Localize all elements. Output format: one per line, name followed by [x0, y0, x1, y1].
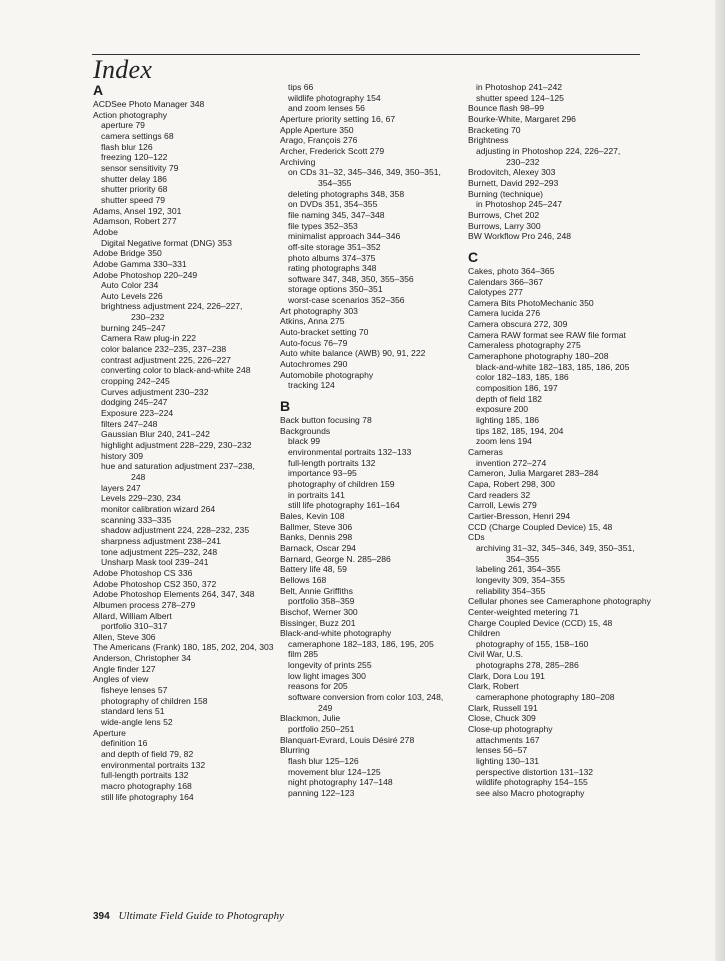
index-entry: Back button focusing 78 — [280, 415, 372, 426]
index-subentry: tips 182, 185, 194, 204 — [476, 425, 564, 436]
index-entry: Adobe Photoshop CS 336 — [93, 567, 193, 578]
section-gap — [280, 391, 460, 398]
index-entry: Ballmer, Steve 306 — [280, 521, 353, 532]
index-subentry: Unsharp Mask tool 239–241 — [101, 557, 209, 568]
index-entry: Archiving — [280, 156, 316, 167]
index-subentry: file types 352–353 — [288, 220, 358, 231]
index-entry: Adobe — [93, 226, 118, 237]
index-entry: Bissinger, Buzz 201 — [280, 617, 356, 628]
index-subentry: camera settings 68 — [101, 130, 174, 141]
index-entry: Bellows 168 — [280, 574, 327, 585]
index-subentry: invention 272–274 — [476, 457, 547, 468]
index-subentry: and depth of field 79, 82 — [101, 749, 194, 760]
index-entry: Barnack, Oscar 294 — [280, 542, 356, 553]
index-subentry: depth of field 182 — [476, 393, 542, 404]
index-subentry: perspective distortion 131–132 — [476, 766, 594, 777]
index-subentry: on DVDs 351, 354–355 — [288, 199, 378, 210]
index-subentry: tracking 124 — [288, 380, 335, 391]
index-entry: Bales, Kevin 108 — [280, 510, 345, 521]
section-letter: A — [93, 82, 104, 98]
index-entry: Bourke-White, Margaret 296 — [468, 113, 576, 124]
index-entry: Adobe Photoshop 220–249 — [93, 269, 198, 280]
index-subentry: shadow adjustment 224, 228–232, 235 — [101, 525, 250, 536]
index-entry: Barnard, George N. 285–286 — [280, 553, 391, 564]
index-subentry: rating photographs 348 — [288, 263, 377, 274]
index-entry: Cakes, photo 364–365 — [468, 265, 555, 276]
index-subentry: scanning 333–335 — [101, 514, 172, 525]
index-subentry: shutter priority 68 — [101, 184, 168, 195]
index-entry: Camera Bits PhotoMechanic 350 — [468, 297, 594, 308]
index-entry: Card readers 32 — [468, 489, 531, 500]
index-subentry: Curves adjustment 230–232 — [101, 386, 209, 397]
index-entry: BW Workflow Pro 246, 248 — [468, 231, 572, 242]
index-entry: Brodovitch, Alexey 303 — [468, 167, 556, 178]
index-subentry: movement blur 124–125 — [288, 766, 381, 777]
section-gap — [468, 242, 648, 249]
index-subentry: sensor sensitivity 79 — [101, 162, 179, 173]
index-subentry: adjusting in Photoshop 224, 226–227, — [476, 145, 621, 156]
index-subentry: portfolio 250–251 — [288, 724, 355, 735]
index-entry: Burrows, Chet 202 — [468, 209, 540, 220]
index-subentry: standard lens 51 — [101, 706, 165, 717]
index-subentry: environmental portraits 132 — [101, 759, 206, 770]
index-entry: Burning (technique) — [468, 188, 544, 199]
index-subentry: cropping 242–245 — [101, 376, 170, 387]
index-entry: Auto-focus 76–79 — [280, 337, 348, 348]
index-entry: The Americans (Frank) 180, 185, 202, 204, 303 — [93, 642, 274, 653]
index-subentry: lighting 185, 186 — [476, 415, 540, 426]
index-subentry: composition 186, 197 — [476, 383, 558, 394]
index-entry: Carroll, Lewis 279 — [468, 500, 537, 511]
index-entry: Battery life 48, 59 — [280, 564, 347, 575]
index-subentry: shutter speed 124–125 — [476, 92, 564, 103]
index-subentry: still life photography 164 — [101, 791, 194, 802]
index-entry: Cameron, Julia Margaret 283–284 — [468, 468, 599, 479]
index-subentry: night photography 147–148 — [288, 777, 393, 788]
index-subentry: tone adjustment 225–232, 248 — [101, 546, 218, 557]
index-entry: Banks, Dennis 298 — [280, 532, 353, 543]
index-entry: Cellular phones see Cameraphone photography — [468, 596, 651, 607]
index-subentry: Camera Raw plug-in 222 — [101, 333, 197, 344]
index-entry: Arago, François 276 — [280, 135, 358, 146]
index-subentry: lighting 130–131 — [476, 756, 540, 767]
index-subentry: dodging 245–247 — [101, 397, 168, 408]
index-subentry: sharpness adjustment 238–241 — [101, 535, 221, 546]
index-subentry: reasons for 205 — [288, 681, 348, 692]
index-subentry: in Photoshop 241–242 — [476, 82, 563, 92]
index-subentry: definition 16 — [101, 738, 148, 749]
index-subentry: portfolio 310–317 — [101, 621, 168, 632]
index-subentry: wildlife photography 154–155 — [476, 777, 588, 788]
index-subentry: cameraphone photography 180–208 — [476, 692, 615, 703]
index-subentry: longevity of prints 255 — [288, 660, 372, 671]
index-subentry: history 309 — [101, 450, 144, 461]
index-entry: Angle finder 127 — [93, 663, 156, 674]
index-subentry: exposure 200 — [476, 404, 529, 415]
index-entry: Bischof, Werner 300 — [280, 606, 358, 617]
index-entry: Children — [468, 628, 501, 639]
index-entry: Automobile photography — [280, 369, 374, 380]
index-subentry: portfolio 358–359 — [288, 596, 355, 607]
index-subentry: Exposure 223–224 — [101, 408, 174, 419]
index-entry: Black-and-white photography — [280, 628, 392, 639]
index-entry: Camera obscura 272, 309 — [468, 319, 568, 330]
index-subentry: worst-case scenarios 352–356 — [288, 295, 405, 306]
index-entry: Aperture priority setting 16, 67 — [280, 113, 396, 124]
index-subentry: film 285 — [288, 649, 319, 660]
index-subentry: deleting photographs 348, 358 — [288, 188, 405, 199]
index-entry: Albumen process 278–279 — [93, 599, 196, 610]
page-title: Index — [93, 55, 153, 84]
index-subentry: lenses 56–57 — [476, 745, 528, 756]
page-number: 394 — [93, 911, 110, 922]
index-entry: Charge Coupled Device (CCD) 15, 48 — [468, 617, 613, 628]
index-entry: Burnett, David 292–293 — [468, 177, 559, 188]
index-subentry: storage options 350–351 — [288, 284, 383, 295]
index-subentry: contrast adjustment 225, 226–227 — [101, 354, 231, 365]
index-entry: Adobe Photoshop CS2 350, 372 — [93, 578, 217, 589]
index-subentry: wildlife photography 154 — [288, 92, 381, 103]
index-entry-continuation: 248 — [131, 471, 146, 482]
index-subentry: Auto Color 234 — [101, 280, 159, 291]
index-subentry: labeling 261, 354–355 — [476, 564, 561, 575]
index-subentry: full-length portraits 132 — [101, 770, 189, 781]
index-entry: Autochromes 290 — [280, 359, 348, 370]
index-entry: Calendars 366–367 — [468, 276, 544, 287]
index-subentry: longevity 309, 354–355 — [476, 574, 565, 585]
index-subentry: black-and-white 182–183, 185, 186, 205 — [476, 361, 630, 372]
index-entry: Blackmon, Julie — [280, 713, 341, 724]
index-subentry: black 99 — [288, 436, 321, 447]
index-subentry: brightness adjustment 224, 226–227, — [101, 301, 243, 312]
index-subentry: Auto Levels 226 — [101, 290, 163, 301]
page-edge — [715, 0, 725, 961]
index-entry-continuation: 354–355 — [506, 553, 540, 564]
index-column-2 — [280, 82, 460, 799]
index-entry-continuation: 230–232 — [506, 156, 540, 167]
index-entry: Brightness — [468, 135, 509, 146]
index-entry: Close-up photography — [468, 724, 553, 735]
index-entry: Allard, William Albert — [93, 610, 172, 621]
index-subentry: in portraits 141 — [288, 489, 345, 500]
index-entry: Clark, Robert — [468, 681, 519, 692]
index-entry: Close, Chuck 309 — [468, 713, 536, 724]
index-subentry: low light images 300 — [288, 670, 366, 681]
index-entry: Cartier-Bresson, Henri 294 — [468, 510, 571, 521]
index-entry: Blanquart-Evrard, Louis Désiré 278 — [280, 734, 415, 745]
section-letter: B — [280, 398, 291, 415]
index-entry: Auto-bracket setting 70 — [280, 327, 369, 338]
index-entry: Center-weighted metering 71 — [468, 606, 579, 617]
index-entry: Cameraphone photography 180–208 — [468, 351, 609, 362]
index-entry: Auto white balance (AWB) 90, 91, 222 — [280, 348, 426, 359]
index-entry: Camera lucida 276 — [468, 308, 541, 319]
index-entry: Clark, Russell 191 — [468, 702, 538, 713]
index-entry: Capa, Robert 298, 300 — [468, 478, 555, 489]
index-subentry: Levels 229–230, 234 — [101, 493, 181, 504]
index-entry-continuation: 249 — [318, 702, 333, 713]
index-subentry: and zoom lenses 56 — [288, 103, 365, 114]
index-entry: Art photography 303 — [280, 305, 358, 316]
index-subentry: photography of children 159 — [288, 478, 395, 489]
index-subentry: monitor calibration wizard 264 — [101, 503, 216, 514]
index-subentry: photography of children 158 — [101, 695, 208, 706]
index-entry: Apple Aperture 350 — [280, 124, 354, 135]
index-entry: Cameras — [468, 447, 503, 457]
index-subentry: layers 247 — [101, 482, 141, 493]
index-subentry: aperture 79 — [101, 120, 145, 131]
index-subentry: fisheye lenses 57 — [101, 685, 168, 696]
index-entry: Civil War, U.S. — [468, 649, 524, 660]
index-entry: Anderson, Christopher 34 — [93, 653, 191, 664]
index-subentry: software conversion from color 103, 248, — [288, 692, 444, 703]
index-entry: Backgrounds — [280, 425, 331, 436]
index-subentry: color 182–183, 185, 186 — [476, 372, 569, 383]
index-entry: Blurring — [280, 745, 310, 756]
index-entry: Bounce flash 98–99 — [468, 103, 544, 114]
index-subentry: in Photoshop 245–247 — [476, 199, 563, 210]
index-subentry: highlight adjustment 228–229, 230–232 — [101, 440, 252, 450]
header-rule — [92, 54, 640, 55]
index-entry-continuation: 230–232 — [131, 312, 165, 323]
index-subentry: photographs 278, 285–286 — [476, 660, 579, 671]
index-subentry: shutter delay 186 — [101, 173, 167, 184]
index-subentry: archiving 31–32, 345–346, 349, 350–351, — [476, 542, 635, 553]
index-column-1 — [93, 82, 273, 802]
index-entry: Archer, Frederick Scott 279 — [280, 145, 385, 156]
index-subentry: software 347, 348, 350, 355–356 — [288, 273, 414, 284]
index-subentry: attachments 167 — [476, 734, 540, 745]
section-letter: C — [468, 248, 479, 265]
index-subentry: macro photography 168 — [101, 781, 192, 791]
index-entry: Adobe Bridge 350 — [93, 248, 162, 259]
index-subentry: freezing 120–122 — [101, 152, 168, 163]
index-subentry: off-site storage 351–352 — [288, 241, 381, 252]
index-entry-continuation: 354–355 — [318, 177, 352, 188]
index-entry: Calotypes 277 — [468, 287, 523, 298]
index-entry: Adamson, Robert 277 — [93, 216, 177, 227]
index-entry: Cameraless photography 275 — [468, 340, 581, 351]
page-footer — [93, 910, 284, 922]
index-subentry: full-length portraits 132 — [288, 457, 376, 468]
index-subentry: flash blur 126 — [101, 141, 153, 152]
index-entry: Adams, Ansel 192, 301 — [93, 205, 182, 216]
index-entry: Action photography — [93, 109, 168, 120]
index-entry: Atkins, Anna 275 — [280, 316, 345, 327]
index-column-3 — [468, 82, 651, 799]
index-subentry: cameraphone 182–183, 186, 195, 205 — [288, 638, 434, 649]
index-subentry: see also Macro photography — [476, 788, 585, 798]
index-subentry: hue and saturation adjustment 237–238, — [101, 461, 255, 472]
index-entry: Burrows, Larry 300 — [468, 220, 541, 231]
index-entry: Camera RAW format see RAW file format — [468, 329, 626, 340]
index-entry: CCD (Charge Coupled Device) 15, 48 — [468, 521, 613, 532]
index-subentry: environmental portraits 132–133 — [288, 447, 412, 457]
index-subentry: filters 247–248 — [101, 418, 158, 429]
index-entry: Adobe Photoshop Elements 264, 347, 348 — [93, 589, 255, 600]
index-subentry: importance 93–95 — [288, 468, 357, 479]
index-subentry: file naming 345, 347–348 — [288, 209, 385, 220]
index-subentry: reliability 354–355 — [476, 585, 546, 596]
index-subentry: Digital Negative format (DNG) 353 — [101, 237, 232, 248]
index-subentry: photography of 155, 158–160 — [476, 638, 589, 649]
book-title: Ultimate Field Guide to Photography — [118, 910, 285, 922]
index-subentry: photo albums 374–375 — [288, 252, 376, 263]
index-subentry: still life photography 161–164 — [288, 500, 400, 511]
index-subentry: shutter speed 79 — [101, 194, 166, 205]
index-subentry: zoom lens 194 — [476, 436, 532, 447]
index-subentry: flash blur 125–126 — [288, 756, 359, 767]
index-entry: CDs — [468, 532, 485, 543]
index-entry: Clark, Dora Lou 191 — [468, 670, 545, 681]
index-subentry: wide-angle lens 52 — [101, 717, 173, 728]
index-entry: Aperture — [93, 727, 126, 738]
index-entry: Bracketing 70 — [468, 124, 521, 135]
index-subentry: Gaussian Blur 240, 241–242 — [101, 429, 210, 440]
index-entry: Allen, Steve 306 — [93, 631, 156, 642]
index-subentry: color balance 232–235, 237–238 — [101, 344, 227, 355]
index-entry: Belt, Annie Griffiths — [280, 585, 353, 596]
index-subentry: panning 122–123 — [288, 788, 355, 798]
index-entry: ACDSee Photo Manager 348 — [93, 99, 205, 109]
index-entry: Angles of view — [93, 674, 149, 685]
index-entry: Adobe Gamma 330–331 — [93, 258, 187, 269]
index-subentry: on CDs 31–32, 345–346, 349, 350–351, — [288, 167, 441, 178]
index-subentry: tips 66 — [288, 82, 314, 92]
index-subentry: minimalist approach 344–346 — [288, 231, 401, 242]
index-subentry: converting color to black-and-white 248 — [101, 365, 251, 376]
index-subentry: burning 245–247 — [101, 322, 166, 333]
